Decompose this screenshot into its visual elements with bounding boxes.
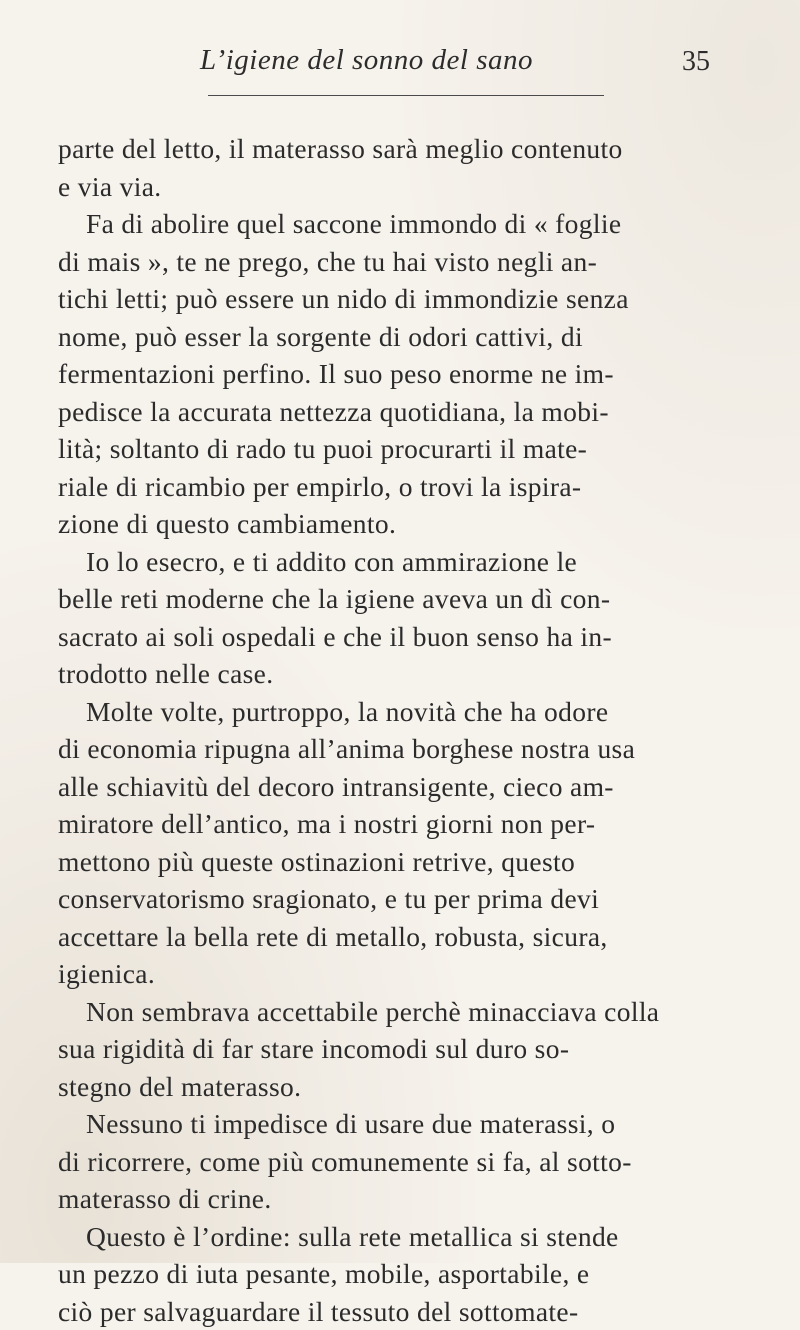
text-line: di economia ripugna all’anima borghese nostra usa <box>58 730 698 768</box>
text-line: zione di questo cambiamento. <box>58 505 698 543</box>
text-line: lità; soltanto di rado tu puoi procurarti il mate- <box>58 430 698 468</box>
text-line: belle reti moderne che la igiene aveva un dì con- <box>58 580 698 618</box>
text-line: Nessuno ti impedisce di usare due materassi, o <box>58 1105 698 1143</box>
text-line: di mais », te ne prego, che tu hai visto negli an- <box>58 243 698 281</box>
text-line: Io lo esecro, e ti addito con ammirazione le <box>58 543 698 581</box>
text-line: di ricorrere, come più comunemente si fa, al sotto- <box>58 1143 698 1181</box>
text-line: stegno del materasso. <box>58 1068 698 1106</box>
text-line: Fa di abolire quel saccone immondo di « foglie <box>58 205 698 243</box>
header-rule <box>208 95 604 96</box>
text-line: mettono più queste ostinazioni retrive, questo <box>58 843 698 881</box>
text-line: sua rigidità di far stare incomodi sul duro so- <box>58 1030 698 1068</box>
text-line: trodotto nelle case. <box>58 655 698 693</box>
text-line: ciò per salvaguardare il tessuto del sottomate- <box>58 1293 698 1330</box>
text-line: miratore dell’antico, ma i nostri giorni non per- <box>58 805 698 843</box>
text-line: conservatorismo sragionato, e tu per prima devi <box>58 880 698 918</box>
text-line: pedisce la accurata nettezza quotidiana, la mobi- <box>58 393 698 431</box>
text-line: sacrato ai soli ospedali e che il buon senso ha in- <box>58 618 698 656</box>
text-line: Non sembrava accettabile perchè minacciava colla <box>58 993 698 1031</box>
text-line: tichi letti; può essere un nido di immondizie senza <box>58 280 698 318</box>
text-line: Questo è l’ordine: sulla rete metallica si stende <box>58 1218 698 1256</box>
text-line: parte del letto, il materasso sarà meglio contenuto <box>58 130 698 168</box>
text-line: igienica. <box>58 955 698 993</box>
running-title: L’igiene del sonno del sano <box>200 44 533 77</box>
body-text <box>58 130 698 1330</box>
page-header <box>150 44 710 84</box>
text-line: e via via. <box>58 168 698 206</box>
text-line: alle schiavitù del decoro intransigente, cieco am- <box>58 768 698 806</box>
text-line: fermentazioni perfino. Il suo peso enorme ne im- <box>58 355 698 393</box>
page-number: 35 <box>682 46 710 78</box>
text-line: Molte volte, purtroppo, la novità che ha odore <box>58 693 698 731</box>
text-line: accettare la bella rete di metallo, robusta, sicura, <box>58 918 698 956</box>
text-line: riale di ricambio per empirlo, o trovi la ispira- <box>58 468 698 506</box>
text-line: un pezzo di iuta pesante, mobile, asportabile, e <box>58 1255 698 1293</box>
text-line: nome, può esser la sorgente di odori cattivi, di <box>58 318 698 356</box>
text-line: materasso di crine. <box>58 1180 698 1218</box>
